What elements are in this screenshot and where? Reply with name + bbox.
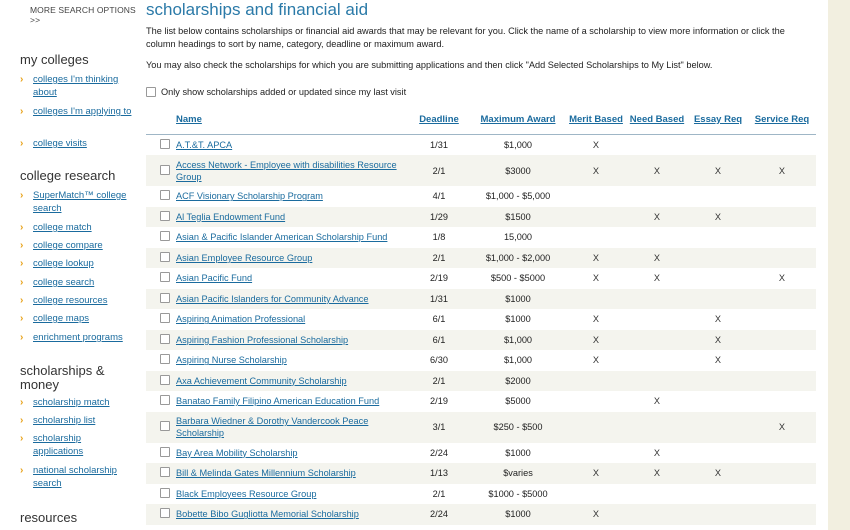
need-cell	[626, 350, 688, 371]
need-cell: X	[626, 463, 688, 484]
merit-cell	[566, 391, 626, 412]
nav-scholarship-applications[interactable]	[20, 432, 110, 458]
essay-cell	[688, 227, 748, 248]
scholarship-table	[146, 105, 816, 525]
essay-cell	[688, 443, 748, 464]
nav-college-visits[interactable]	[20, 137, 132, 150]
section-title-resources: resources	[20, 510, 78, 525]
table-row	[146, 350, 816, 371]
deadline-cell: 2/1	[408, 371, 470, 392]
chevron-right-icon: ›	[20, 397, 24, 408]
scholarship-name-link[interactable]: Aspiring Animation Professional	[176, 314, 306, 325]
scholarship-name-link[interactable]: Bobette Bibo Gugliotta Memorial Scholarship	[176, 509, 359, 520]
service-cell	[748, 248, 816, 269]
row-select-cell	[146, 186, 176, 207]
nav-scholarship-list[interactable]	[20, 414, 132, 427]
essay-cell: X	[714, 355, 722, 366]
service-cell	[748, 463, 816, 484]
table-row	[146, 504, 816, 525]
essay-cell	[688, 371, 748, 392]
merit-cell	[566, 207, 626, 228]
nav-supermatch[interactable]	[20, 189, 132, 215]
max-award-cell: $1,000 - $5,000	[485, 191, 551, 202]
deadline-cell: 2/19	[430, 396, 448, 407]
service-cell: X	[748, 412, 816, 443]
nav-link[interactable]: national scholarship search	[33, 465, 117, 489]
nav-national-scholarship-search[interactable]	[20, 464, 132, 490]
row-select-cell	[146, 412, 176, 443]
deadline-cell: 1/31	[430, 140, 448, 150]
need-cell: X	[626, 207, 688, 228]
scholarship-name-cell	[176, 484, 408, 505]
merit-cell	[566, 412, 626, 443]
deadline-cell: 2/1	[408, 248, 470, 269]
nav-link[interactable]: college maps	[33, 313, 89, 324]
nav-link[interactable]: college resources	[33, 295, 108, 306]
chevron-right-icon: ›	[20, 74, 24, 85]
max-award-cell: $1,000	[503, 355, 533, 366]
scholarship-name-link[interactable]: Access Network - Employee with disabilities Resource Group	[176, 159, 397, 182]
recent-filter[interactable]	[146, 87, 406, 97]
row-select-cell	[146, 268, 176, 289]
deadline-cell: 4/1	[432, 191, 446, 202]
chevron-right-icon: ›	[20, 433, 24, 444]
max-award-cell: $1000	[470, 289, 566, 310]
deadline-cell: 2/1	[408, 155, 470, 186]
scholarship-name-link[interactable]: Aspiring Fashion Professional Scholarship	[176, 334, 349, 345]
scholarship-name-cell	[176, 227, 408, 248]
need-cell	[626, 227, 688, 248]
essay-cell: X	[688, 207, 748, 228]
deadline-cell: 2/19	[430, 273, 448, 284]
essay-cell: X	[714, 314, 722, 325]
merit-cell: X	[566, 330, 626, 351]
max-award-cell: $1000 - $5000	[488, 488, 548, 499]
nav-link[interactable]: scholarship applications	[33, 433, 84, 457]
header-max-award[interactable]: Maximum Award	[470, 105, 566, 135]
nav-link[interactable]: enrichment programs	[33, 332, 123, 343]
service-cell	[748, 484, 816, 505]
chevron-right-icon: ›	[20, 258, 24, 269]
deadline-cell: 1/8	[432, 232, 446, 243]
scholarship-name-link[interactable]: Asian & Pacific Islander American Scholarship Fund	[176, 232, 388, 243]
nav-link[interactable]: colleges I'm thinking about	[33, 74, 119, 98]
row-select-checkbox[interactable]	[160, 139, 170, 149]
max-award-cell: $varies	[470, 463, 566, 484]
scholarship-name-cell	[176, 289, 408, 310]
row-select-checkbox[interactable]	[160, 395, 170, 405]
max-award-cell: $2000	[470, 371, 566, 392]
max-award-cell: $1500	[470, 207, 566, 228]
max-award-cell: $1000	[505, 447, 531, 458]
need-cell: X	[626, 155, 688, 186]
merit-cell: X	[592, 140, 600, 150]
service-cell	[748, 309, 816, 330]
service-cell	[748, 371, 816, 392]
table-row	[146, 484, 816, 505]
nav-colleges-thinking-about[interactable]	[20, 73, 132, 99]
nav-college-search[interactable]	[20, 276, 132, 289]
essay-cell	[688, 135, 748, 156]
need-cell: X	[626, 248, 688, 269]
max-award-cell: $5000	[505, 396, 531, 407]
service-cell	[748, 186, 816, 207]
chevron-right-icon: ›	[20, 138, 24, 149]
service-cell	[748, 289, 816, 310]
header-service-req[interactable]: Service Req	[748, 105, 816, 135]
row-select-checkbox[interactable]	[160, 421, 170, 431]
table-row	[146, 443, 816, 464]
recent-filter-checkbox[interactable]	[146, 87, 156, 97]
row-select-checkbox[interactable]	[160, 375, 170, 385]
need-cell	[626, 412, 688, 443]
service-cell	[748, 350, 816, 371]
merit-cell: X	[592, 314, 600, 325]
need-cell	[626, 484, 688, 505]
table-row	[146, 135, 816, 156]
row-select-checkbox[interactable]	[160, 211, 170, 221]
max-award-cell: 15,000	[503, 232, 533, 243]
need-cell: X	[653, 396, 661, 407]
row-select-checkbox[interactable]	[160, 488, 170, 498]
deadline-cell: 6/1	[432, 314, 446, 325]
row-select-cell	[146, 227, 176, 248]
section-title-my-colleges: my colleges	[20, 52, 89, 67]
merit-cell: X	[592, 355, 600, 366]
table-row	[146, 371, 816, 392]
scholarship-name-link[interactable]: A.T.&T. APCA	[176, 140, 233, 150]
deadline-cell: 2/24	[430, 447, 448, 458]
row-select-cell	[146, 207, 176, 228]
scholarship-name-cell	[176, 350, 408, 371]
essay-cell	[688, 412, 748, 443]
row-select-cell	[146, 248, 176, 269]
table-row	[146, 463, 816, 484]
merit-cell: X	[566, 155, 626, 186]
page-title: scholarships and financial aid	[146, 0, 369, 19]
need-cell	[626, 504, 688, 525]
sidebar	[0, 0, 138, 530]
nav-scholarship-match[interactable]	[20, 396, 132, 409]
chevron-right-icon: ›	[20, 190, 24, 201]
merit-cell	[566, 227, 626, 248]
service-cell	[748, 391, 816, 412]
table-row	[146, 227, 816, 248]
row-select-cell	[146, 443, 176, 464]
row-select-checkbox[interactable]	[160, 467, 170, 477]
scholarship-name-cell	[176, 412, 408, 443]
scholarship-name-cell	[176, 186, 408, 207]
nav-college-maps[interactable]	[20, 312, 132, 325]
section-title-college-research: college research	[20, 168, 116, 183]
header-deadline[interactable]: Deadline	[408, 105, 470, 135]
merit-cell	[566, 186, 626, 207]
row-select-cell	[146, 309, 176, 330]
nav-enrichment-programs[interactable]	[20, 331, 132, 344]
service-cell	[748, 227, 816, 248]
nav-college-match[interactable]	[20, 221, 132, 234]
deadline-cell: 6/1	[408, 330, 470, 351]
intro-text: The list below contains scholarships or financial aid awards that may be relevant for you. Click the name of a scholarship to view more information or click the column headings to sort by name, category, deadline or maximum award.	[146, 26, 785, 49]
deadline-cell: 1/29	[408, 207, 470, 228]
scholarship-name-link[interactable]: Asian Pacific Fund	[176, 273, 253, 284]
scholarship-name-link[interactable]: Banatao Family Filipino American Education Fund	[176, 396, 380, 407]
essay-cell	[688, 289, 748, 310]
max-award-cell: $250 - $500	[470, 412, 566, 443]
row-select-cell	[146, 330, 176, 351]
scholarship-name-cell	[176, 463, 408, 484]
essay-cell	[688, 186, 748, 207]
scholarship-name-link[interactable]: Aspiring Nurse Scholarship	[176, 355, 287, 366]
nav-link[interactable]: college search	[33, 277, 95, 288]
scholarship-name-cell	[176, 155, 408, 186]
row-select-cell	[146, 391, 176, 412]
merit-cell: X	[592, 273, 600, 284]
need-cell	[626, 135, 688, 156]
table-row	[146, 186, 816, 207]
more-search-options-link[interactable]: MORE SEARCH OPTIONS >>	[30, 5, 136, 25]
merit-cell	[566, 484, 626, 505]
scholarship-name-cell	[176, 248, 408, 269]
scholarship-name-link[interactable]: ACF Visionary Scholarship Program	[176, 191, 323, 202]
need-cell	[626, 330, 688, 351]
row-select-checkbox[interactable]	[160, 508, 170, 518]
essay-cell	[688, 391, 748, 412]
table-header-row	[146, 105, 816, 135]
max-award-cell: $1,000	[503, 140, 533, 150]
scholarship-name-link[interactable]: Barbara Wiedner & Dorothy Vandercook Peace Scholarship	[176, 416, 369, 438]
chevron-right-icon: ›	[20, 295, 24, 306]
table-row	[146, 268, 816, 289]
row-select-checkbox[interactable]	[160, 165, 170, 175]
essay-cell	[688, 484, 748, 505]
nav-link[interactable]: college lookup	[33, 258, 94, 269]
chevron-right-icon: ›	[20, 222, 24, 233]
merit-cell	[566, 443, 626, 464]
row-select-checkbox[interactable]	[160, 252, 170, 262]
nav-college-resources[interactable]	[20, 294, 132, 307]
deadline-cell: 1/13	[408, 463, 470, 484]
service-cell: X	[748, 155, 816, 186]
nav-colleges-applying-to[interactable]	[20, 105, 132, 118]
row-select-checkbox[interactable]	[160, 354, 170, 364]
row-select-cell	[146, 463, 176, 484]
scholarship-name-cell	[176, 135, 408, 156]
scholarship-name-link[interactable]: Al Teglia Endowment Fund	[176, 211, 286, 222]
row-select-cell	[146, 155, 176, 186]
service-cell	[748, 443, 816, 464]
table-row	[146, 289, 816, 310]
header-select	[146, 105, 176, 135]
chevron-right-icon: ›	[20, 240, 24, 251]
max-award-cell: $1000	[470, 504, 566, 525]
nav-college-compare[interactable]	[20, 239, 132, 252]
max-award-cell: $1,000	[470, 330, 566, 351]
need-cell	[626, 371, 688, 392]
essay-cell: X	[688, 155, 748, 186]
header-need-based[interactable]: Need Based	[626, 105, 688, 135]
service-cell: X	[778, 273, 786, 284]
table-row	[146, 207, 816, 228]
scholarship-name-cell	[176, 504, 408, 525]
table-row	[146, 155, 816, 186]
row-select-cell	[146, 371, 176, 392]
merit-cell: X	[566, 248, 626, 269]
table-row	[146, 391, 816, 412]
scholarship-name-cell	[176, 309, 408, 330]
need-cell	[626, 186, 688, 207]
row-select-checkbox[interactable]	[160, 272, 170, 282]
section-title-scholarships-money: scholarships & money	[20, 363, 105, 392]
need-cell	[626, 289, 688, 310]
header-essay-req[interactable]: Essay Req	[688, 105, 748, 135]
row-select-checkbox[interactable]	[160, 447, 170, 457]
max-award-cell: $500 - $5000	[490, 273, 546, 284]
scholarship-name-cell	[176, 371, 408, 392]
essay-cell: X	[688, 463, 748, 484]
header-name[interactable]: Name	[176, 105, 408, 135]
scholarship-name-cell	[176, 330, 408, 351]
row-select-checkbox[interactable]	[160, 313, 170, 323]
chevron-right-icon: ›	[20, 415, 24, 426]
max-award-cell: $3000	[470, 155, 566, 186]
header-merit-based[interactable]: Merit Based	[566, 105, 626, 135]
merit-cell	[566, 289, 626, 310]
service-cell	[748, 135, 816, 156]
essay-cell	[688, 268, 748, 289]
deadline-cell: 3/1	[408, 412, 470, 443]
row-select-cell	[146, 135, 176, 156]
nav-link[interactable]: SuperMatch™ college search	[33, 190, 127, 214]
deadline-cell: 6/30	[430, 355, 448, 366]
need-cell: X	[653, 447, 661, 458]
service-cell	[748, 207, 816, 228]
merit-cell: X	[566, 504, 626, 525]
row-select-cell	[146, 504, 176, 525]
scholarship-name-link[interactable]: Axa Achievement Community Scholarship	[176, 375, 347, 386]
max-award-cell: $1,000 - $2,000	[470, 248, 566, 269]
nav-link[interactable]: colleges I'm applying to	[33, 106, 132, 117]
scholarship-name-link[interactable]: Black Employees Resource Group	[176, 488, 317, 499]
deadline-cell: 1/31	[408, 289, 470, 310]
table-row	[146, 412, 816, 443]
table-row	[146, 309, 816, 330]
row-select-checkbox[interactable]	[160, 190, 170, 200]
chevron-right-icon: ›	[20, 106, 24, 117]
essay-cell: X	[688, 330, 748, 351]
scholarship-name-link[interactable]: Asian Pacific Islanders for Community Advance	[176, 293, 369, 304]
table-row	[146, 330, 816, 351]
chevron-right-icon: ›	[20, 332, 24, 343]
scholarship-name-cell	[176, 391, 408, 412]
table-row	[146, 248, 816, 269]
scholarship-name-link[interactable]: Asian Employee Resource Group	[176, 252, 313, 263]
scholarship-name-link[interactable]: Bill & Melinda Gates Millennium Scholarship	[176, 468, 356, 479]
merit-cell: X	[566, 463, 626, 484]
scholarship-name-link[interactable]: Bay Area Mobility Scholarship	[176, 447, 298, 458]
right-background-band	[828, 0, 850, 530]
scholarship-name-cell	[176, 207, 408, 228]
scholarship-name-cell	[176, 268, 408, 289]
nav-link[interactable]: college visits	[33, 138, 87, 149]
essay-cell	[688, 248, 748, 269]
essay-cell	[688, 504, 748, 525]
chevron-right-icon: ›	[20, 465, 24, 476]
service-cell	[748, 504, 816, 525]
service-cell	[748, 330, 816, 351]
chevron-right-icon: ›	[20, 313, 24, 324]
need-cell	[626, 309, 688, 330]
intro-text-2: You may also check the scholarships for which you are submitting applications and then click "Add Selected Scholarships to My List" below.	[146, 60, 713, 70]
deadline-cell: 2/1	[432, 488, 446, 499]
deadline-cell: 2/24	[408, 504, 470, 525]
nav-college-lookup[interactable]	[20, 257, 132, 270]
merit-cell	[566, 371, 626, 392]
need-cell: X	[653, 273, 661, 284]
scholarship-name-cell	[176, 443, 408, 464]
nav-link[interactable]: scholarship match	[33, 397, 110, 408]
row-select-cell	[146, 289, 176, 310]
nav-link[interactable]: college match	[33, 222, 92, 233]
recent-filter-label: Only show scholarships added or updated since my last visit	[161, 87, 407, 97]
nav-link[interactable]: scholarship list	[33, 415, 96, 426]
nav-link[interactable]: college compare	[33, 240, 103, 251]
row-select-checkbox[interactable]	[160, 293, 170, 303]
row-select-checkbox[interactable]	[160, 334, 170, 344]
row-select-cell	[146, 484, 176, 505]
row-select-cell	[146, 350, 176, 371]
row-select-checkbox[interactable]	[160, 231, 170, 241]
chevron-right-icon: ›	[20, 277, 24, 288]
max-award-cell: $1000	[505, 314, 531, 325]
